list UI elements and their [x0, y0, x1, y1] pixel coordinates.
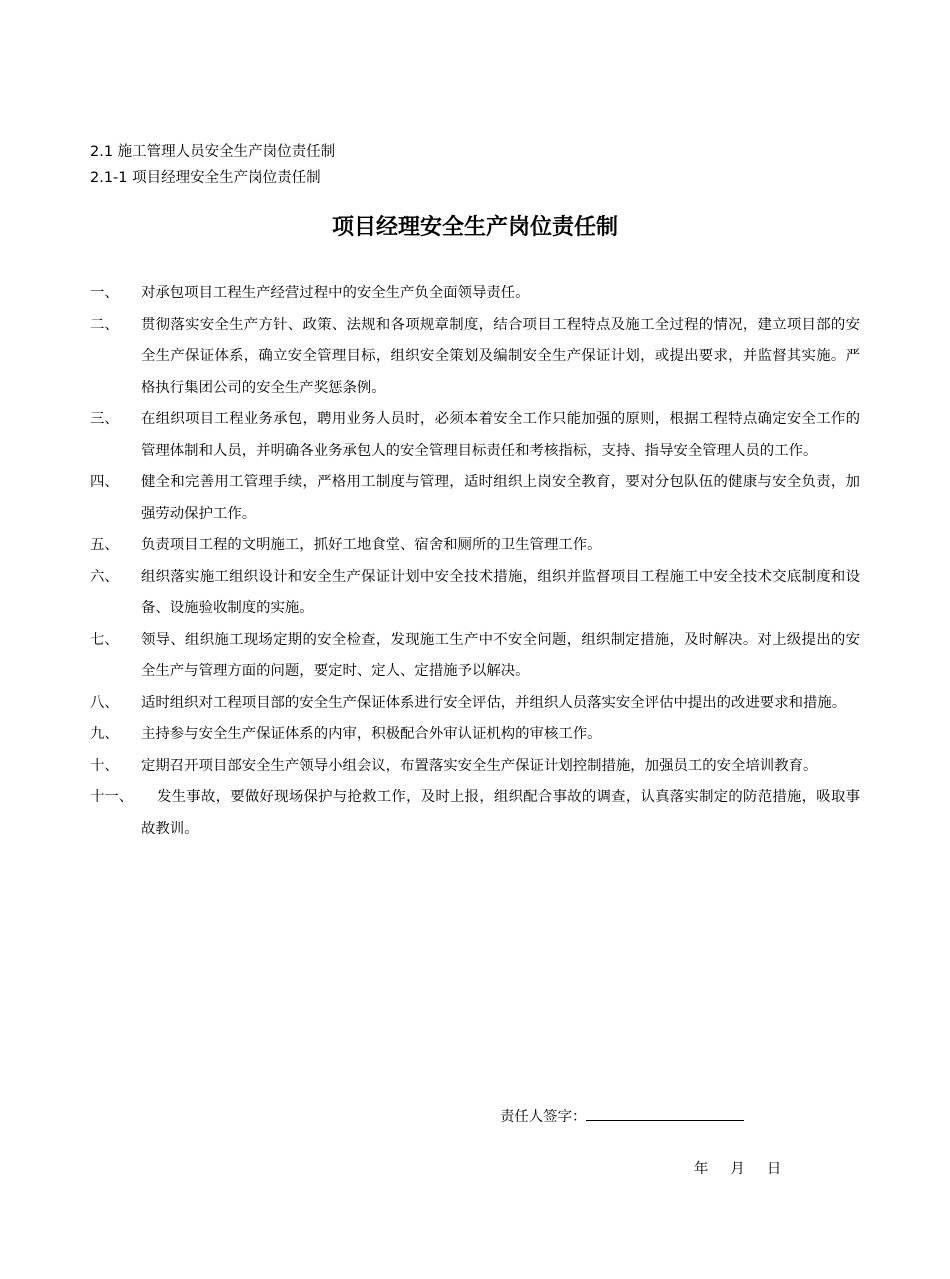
item-text: 组织落实施工组织设计和安全生产保证计划中安全技术措施，组织并监督项目工程施工中安全技术交底制度和设备、设施验收制度的实施。 — [141, 568, 860, 616]
item-number: 六、 — [90, 568, 119, 585]
list-item — [90, 625, 860, 688]
subsection-heading: 2.1-1 项目经理安全生产岗位责任制 — [90, 170, 321, 186]
item-text: 在组织项目工程业务承包，聘用业务人员时，必须本着安全工作只能加强的原则，根据工程特点确定安全工作的管理体制和人员，并明确各业务承包人的安全管理目标责任和考核指标，支持、指导安全管理人员的工作。 — [141, 411, 860, 459]
signature-label: 责任人签字： — [500, 1109, 587, 1125]
date-month: 月 — [730, 1161, 745, 1177]
item-number: 七、 — [90, 631, 119, 648]
item-number: 一、 — [90, 285, 119, 301]
item-text: 领导、组织施工现场定期的安全检查，发现施工生产中不安全问题，组织制定措施，及时解决。对上级提出的安全生产与管理方面的问题，要定时、定人、定措施予以解决。 — [141, 631, 860, 679]
item-text: 发生事故，要做好现场保护与抢救工作，及时上报，组织配合事故的调查，认真落实制定的防范措施，吸取事故教训。 — [141, 789, 860, 837]
item-text: 贯彻落实安全生产方针、政策、法规和各项规章制度，结合项目工程特点及施工全过程的情况，建立项目部的安全生产保证体系，确立安全管理目标，组织安全策划及编制安全生产保证计划，或提出要求，并监督其实施。严格执行集团公司的安全生产奖惩条例。 — [141, 316, 860, 396]
list-item — [90, 688, 860, 720]
list-item — [90, 530, 860, 562]
item-number: 十、 — [90, 757, 119, 774]
list-item — [90, 562, 860, 625]
list-item — [90, 278, 860, 310]
signature-line[interactable] — [586, 1104, 744, 1121]
responsibility-list — [90, 278, 860, 845]
item-number: 十一、 — [90, 789, 134, 805]
item-number: 九、 — [90, 726, 119, 742]
list-item — [90, 404, 860, 467]
list-item — [90, 751, 860, 783]
list-item — [90, 782, 860, 845]
item-text: 主持参与安全生产保证体系的内审，积极配合外审认证机构的审核工作。 — [141, 726, 602, 742]
item-number: 五、 — [90, 537, 119, 553]
item-number: 八、 — [90, 694, 119, 711]
item-text: 健全和完善用工管理手续，严格用工制度与管理，适时组织上岗安全教育，要对分包队伍的健康与安全负责，加强劳动保护工作。 — [141, 474, 860, 522]
list-item — [90, 719, 860, 751]
item-text: 适时组织对工程项目部的安全生产保证体系进行安全评估，并组织人员落实安全评估中提出的改进要求和措施。 — [141, 694, 847, 711]
item-text: 定期召开项目部安全生产领导小组会议，布置落实安全生产保证计划控制措施，加强员工的安全培训教育。 — [141, 757, 818, 774]
date-year: 年 — [694, 1161, 709, 1177]
list-item — [90, 467, 860, 530]
section-heading: 2.1 施工管理人员安全生产岗位责任制 — [90, 144, 336, 160]
item-number: 三、 — [90, 411, 119, 427]
signature-block — [500, 1104, 744, 1128]
list-item — [90, 310, 860, 405]
item-text: 负责项目工程的文明施工，抓好工地食堂、宿舍和厕所的卫生管理工作。 — [141, 537, 602, 553]
document-title: 项目经理安全生产岗位责任制 — [331, 215, 618, 240]
date-day: 日 — [766, 1161, 782, 1177]
item-number: 四、 — [90, 474, 119, 490]
item-text: 对承包项目工程生产经营过程中的安全生产负全面领导责任。 — [141, 285, 530, 301]
item-number: 二、 — [90, 316, 119, 333]
date-block — [694, 1158, 781, 1180]
